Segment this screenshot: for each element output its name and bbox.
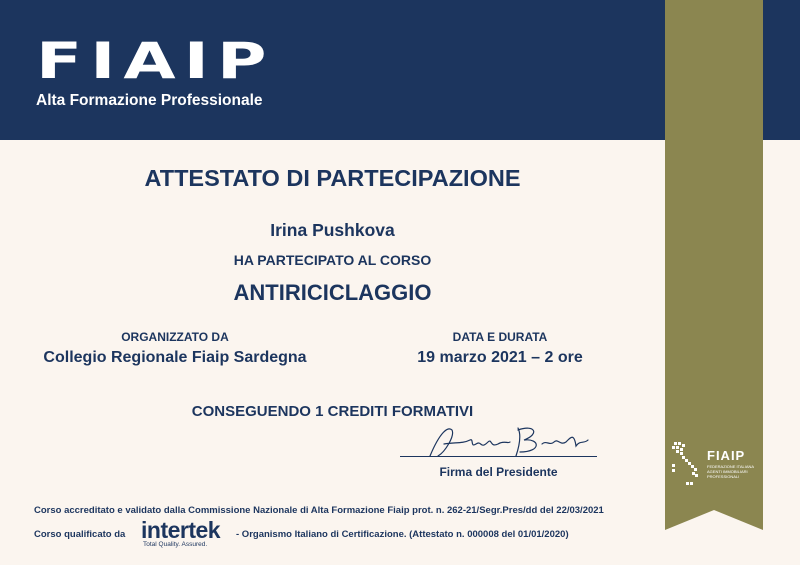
italy-map-icon bbox=[670, 440, 706, 490]
ribbon-logo bbox=[670, 440, 760, 500]
organizer-block bbox=[20, 330, 330, 367]
qualification-suffix: - Organismo Italiano di Certificazione. (Attestato n. 000008 del 01/01/2020) bbox=[236, 529, 569, 540]
fiaip-logo-text: FIAIP bbox=[36, 32, 275, 90]
intertek-tagline: Total Quality. Assured. bbox=[143, 541, 208, 548]
intertek-logo-text: intertek bbox=[141, 517, 221, 543]
accreditation-note: Corso accreditato e validato dalla Commissione Nazionale di Alta Formazione Fiaip prot. n. 262-21/Segr.Pres/dd del 22/03/2021 bbox=[34, 505, 604, 516]
credits-line: CONSEGUENDO 1 CREDITI FORMATIVI bbox=[191, 403, 474, 420]
qualification-prefix: Corso qualificato da bbox=[34, 529, 126, 540]
date-value: 19 marzo 2021 – 2 ore bbox=[417, 349, 583, 366]
course-name: ANTIRICICLAGGIO bbox=[233, 280, 432, 305]
signature-line bbox=[400, 456, 597, 457]
ribbon-logo-caption: FEDERAZIONE ITALIANA AGENTI IMMOBILIARI PROFESSIONALI bbox=[707, 464, 754, 479]
header-subtitle: Alta Formazione Professionale bbox=[36, 92, 263, 109]
participated-label: HA PARTECIPATO AL CORSO bbox=[233, 252, 432, 268]
date-block bbox=[380, 330, 620, 367]
certificate-title: ATTESTATO DI PARTECIPAZIONE bbox=[144, 165, 521, 191]
organizer-value: Collegio Regionale Fiaip Sardegna bbox=[43, 349, 307, 366]
signature-caption: Firma del Presidente bbox=[439, 465, 558, 479]
ribbon-logo-text: FIAIP bbox=[707, 448, 746, 463]
participant-name: Irina Pushkova bbox=[270, 220, 395, 240]
organizer-label: ORGANIZZATO DA bbox=[121, 330, 229, 344]
fiaip-logo bbox=[36, 32, 275, 109]
intertek-logo bbox=[141, 519, 220, 548]
date-label: DATA E DURATA bbox=[452, 330, 548, 344]
